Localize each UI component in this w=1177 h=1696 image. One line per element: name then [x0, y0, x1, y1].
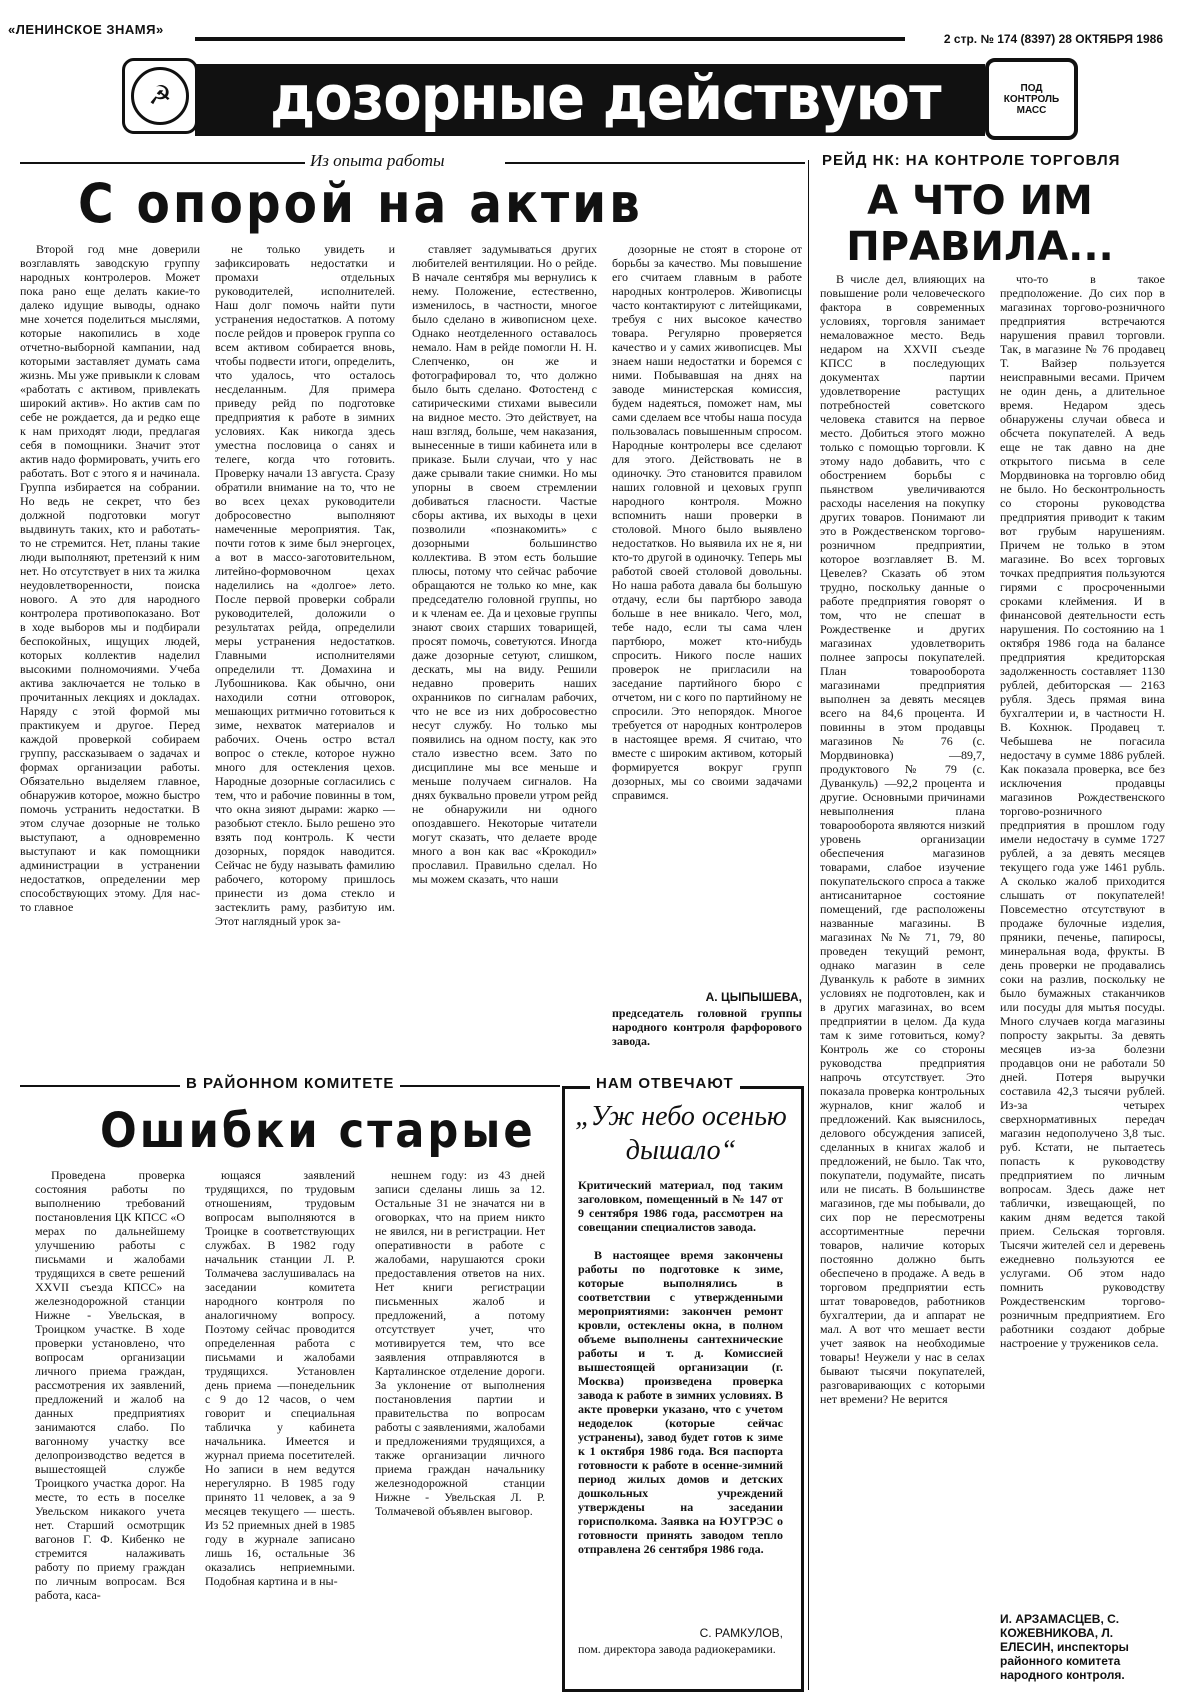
reply-signature: С. РАМКУЛОВ,	[699, 1626, 783, 1640]
article2-text-1: Проведена проверка состояния работы по выполнению требований постановления ЦК КПСС «О мерах по дальнейшему улучшению работы с письмами и жалобами трудящихся в свете решений XXVII съезда КПСС» на железнодорожной станции Нижне - Увельская, в Троицком участке. В ходе проверки установлено, что вопросам организации личного приема граждан, рассмотрения их заявлений, предложений и жалоб на данных предприятиях занимаются слабо. По вагонному участку все делопроизводство ведется в вышестоящей службе Троицкого участка дорог. На месте, то есть в поселке Увельском никакого учета нет. Старший осмотрщик вагонов Г. Ф. Кибенко не стремится налаживать работу по приему граждан по личным вопросам. Вся работа, каса-	[35, 1168, 185, 1602]
raid-text-2: что-то в такое предположение. До сих пор в магазинах торгово-розничного предприятия встречаются нарушения правил торговли. Так, в магазине № 76 продавец Т. Вайзер пользуется неисправными весами. Причем не один день, а длительное время. Недаром здесь обнаружены случаи обвеса и обсчета покупателей. А ведь еще не так давно на дне открытого письма в селе Мордвиновка на торговлю обид не было. Но бесконтрольность со стороны руководства предприятия приводит к таким вот грубым нарушениям. Причем не только в этом магазине. Во всех торговых точках предприятия пользуются гирями с просроченными сроками клеймения. И в финансовой деятельности есть нарушения. По состоянию на 1 октября 1986 года на балансе предприятия кредиторская задолженность составляет 1130 рублей, дебиторская — 2163 рубля. Здесь прямая вина бухгалтерии и, в частности Н. В. Кохнюк. Продавец т. Чебышева не погасила недостачу в сумме 1886 рублей. Как показала проверка, все без исключения продавцы магазинов Рождественского торгово-розничного предприятия в прошлом году имели недостачу в сумме 1727 рублей, а за девять месяцев текущего года уже 1461 рубль. А сколько жалоб приходится слышать от покупателей! Повсеместно отсутствуют в продаже булочные изделия, пряники, печенье, папиросы, минеральная вода, фрукты. В день проверки не продавались соки на разлив, поскольку не было бумажных стаканчиков или посуды для мытья посуды. Много случаев когда магазины попросту закрыты. За девять месяцев из-за болезни продавцов они не работали 50 дней. Потеря выручки составила 42,3 тысячи рублей. Из-за четырех сверхнормативных передач магазин недополучено 3,8 тыс. руб. Кстати, не пытаетесь попасть к руководству предприятием по личным вопросам. Здесь даже нет таблички, извещающей, по каким дням ведется такой прием. Сельская торговля. Тысячи жителей сел и деревень ежедневно пользуются ее услугами. Об этом надо помнить руководству Рождественским торгово-розничным предприятием. Его работники создают добрые настроение у тружеников села.	[1000, 272, 1165, 1350]
article1-column-2	[215, 242, 395, 1067]
raid-title: А ЧТО ИМ ПРАВИЛА...	[846, 178, 1114, 270]
reply-body	[578, 1248, 783, 1618]
emblem	[122, 58, 198, 134]
raid-column-1	[820, 272, 985, 1687]
control-badge-label: ПОД КОНТРОЛЬ МАСС	[1003, 82, 1060, 116]
article2-title: Ошибки старые	[100, 1103, 536, 1159]
reply-title: „Уж небо осенью дышало“	[575, 1101, 787, 1166]
reply-label: НАМ ОТВЕЧАЮТ	[590, 1075, 740, 1092]
article1-signature: А. ЦЫПЫШЕВА,	[705, 990, 802, 1004]
control-badge	[985, 58, 1078, 140]
article1-title: С опорой на актив	[78, 172, 643, 235]
article1-kicker: Из опыта работы	[310, 151, 445, 170]
raid-signature: И. АРЗАМАСЦЕВ, С. КОЖЕВНИКОВА, Л. ЕЛЕСИН, инспекторы районного комитета народного контроля.	[1000, 1612, 1129, 1682]
reply-signature-role: пом. директора завода радиокерамики.	[578, 1642, 776, 1656]
article1-column-3	[412, 242, 597, 1067]
article2-text-2: ющаяся заявлений трудящихся, по трудовым отношениям, трудовым вопросам выполняются в Троицке в соответствующих службах. В 1982 году начальник станции Л. Р. Толмачева заслушивалась на заседании комитета народного контроля по аналогичному вопросу. Поэтому сейчас проводится определенная работа с письмами и жалобами трудящихся. Установлен день приема —понедельник с 9 до 12 часов, о чем говорит и специальная табличка у кабинета начальника. Имеется и журнал приема посетителей. Но записи в нем ведутся нерегулярно. В 1985 году принято 11 человек, а за 9 месяцев текущего — шесть. Из 52 приемных дней в 1985 году в журнале записано лишь 16, остальные 36 оказались неприемными. Подобная картина и в ны-	[205, 1168, 355, 1588]
rubric-title: дозорные действуют	[270, 62, 941, 135]
article2-column-2	[205, 1168, 355, 1683]
masthead-rule	[195, 37, 905, 41]
hammer-sickle-icon: ☭	[131, 67, 189, 125]
article1-text-1: Второй год мне доверили возглавлять заводскую группу народных контролеров. Может пока рано еще делать какие-то далеко идущие выводы, однако мне хочется поделиться мыслями, которые накопились в ходе отчетно-выборной кампании, над которыми заставляет думать сама жизнь. Мы уже привыкли к словам «работать с активом, привлекать широкий актив». Но актив сам по себе не рождается, да и редко еще к нам приходят люди, предлагая себя в помощники. Значит этот актив надо формировать, учить его работать. Вот с этого я и начинала. Группа избирается на собрании. Но ведь не секрет, что без должной подготовки могут выдвинуть таких, кто и работать-то не стремится. Нет, планы такие люди выполняют, претензий к ним нет. Но отсутствует в них та жилка неудовлетворенности, поиска нового. А это для народного контролера противопоказано. Вот в ходе выборов мы и подбирали беспокойных, ищущих людей, которых коллектив наделил высокими полномочиями. Учеба актива заключается не только в прочитанных лекциях и докладах. Наряду с этой формой мы практикуем и другое. Перед каждой проверкой собираем группу, рассказываем о задачах и формах организации работы. Обязательно выделяем главное, обнаружив которое, можно быстро помочь устранить недостатки. В этом случае дозорные не только выступают, а одновременно выступают и как помощники администрации в устранении недостатков, определении мер способствующих этому. Для нас-то главное	[20, 242, 200, 914]
article2-column-3	[375, 1168, 545, 1683]
section-divider	[808, 160, 809, 1690]
article2-kicker: В РАЙОННОМ КОМИТЕТЕ	[180, 1075, 400, 1092]
article2-column-1	[35, 1168, 185, 1683]
raid-column-2	[1000, 272, 1165, 1607]
article1-signature-role: председатель головной группы народного контроля фарфорового завода.	[612, 1006, 802, 1048]
raid-label: РЕЙД НК: НА КОНТРОЛЕ ТОРГОВЛЯ	[822, 152, 1121, 169]
raid-text-1: В числе дел, влияющих на повышение роли человеческого фактора в современных условиях, торговля занимает немаловажное место. Ведь недаром на XXVII съезде КПСС в последующих документах партии удовлетворение растущих потребностей советского человека ставится на первое место. Добиться этого можно только с помощью торговли. К этому надо добавить, что с обострением борьбы с пьянством увеличиваются расходы населения на покупку других товаров. Понимают ли это в Рождественском торгово-розничном предприятии, которое возглавляет В. М. Цевелев? Сказать об этом трудно, поскольку данные о работе предприятия говорят о том, что не спешат в Рождественке и других магазинах удовлетворить полнее запросы покупателей. План товарооборота магазинами предприятия выполнен за девять месяцев всего на 84,6 процента. И повинны в этом продавцы магазинов № 76 (с. Мордвиновка) —89,7, продуктового № 79 (с. Дуванкуль) —92,2 процента и другие. Основными причинами невыполнения плана товарооборота являются низкий уровень организации обеспечения магазинов товарами, слабое изучение покупательского спроса а также антисанитарное состояние помещений, где расположены названные магазины. В магазинах №№ 71, 79, 80 проведен текущий ремонт, однако магазин в селе Дуванкуль к работе в зимних условиях не подготовлен, как и в других магазинах, во всем предприятии в целом. Да куда там к зиме готовиться, кому? Контроль же со стороны руководства предприятия напрочь отсутствует. Это показала проверка контрольных журналов, книг жалоб и предложений. Как выяснилось, делового обсуждения записей, сделанных в книгах жалоб и предложений, не было. Так что, покупатели, подумайте, писать или не писать. В большинстве магазинов, где мы побывали, до сих пор не пересмотрены ассортиментные перечни товаров, наличие которых постоянно должно быть обеспечено в продаже. А ведь в торговом предприятии есть штат товароведов, работников бухгалтерии, да и аппарат не мал. А вот что мешает вести учет заявок на необходимые товары! Неужели у нас в селах бывают тысячи покупателей, разговаривающих с которыми нет времени? Не верится	[820, 272, 985, 1406]
issue-info: 2 стр. № 174 (8397) 28 ОКТЯБРЯ 1986	[943, 32, 1163, 46]
kicker-rule-left	[20, 162, 305, 164]
reply-body-text: В настоящее время закончены работы по подготовке к зиме, которые выполнялись в соответствии с утвержденными мероприятиями: закончен ремонт кровли, остеклены окна, в полном объеме выполнены сантехнические работы и т. д. Комиссией вышестоящей организации (г. Москва) произведена проверка завода к работе в зимних условиях. В акте проверки указано, что с учетом недоделок (которые сейчас устранены), завод будет готов к зиме к 1 октября 1986 года. Вся паспорта готовности к работе в осенне-зимний период жилых домов и детских дошкольных учреждений утверждены на заседании горисполкома. Заявка на ЮУГРЭС о готовности принять заводом тепло отправлена 26 сентября 1986 года.	[578, 1248, 783, 1556]
article2-text-3: нешнем году: из 43 дней записи сделаны лишь за 12. Остальные 31 не значатся ни в оговорках, что на прием никто не явился, ни в регистрации. Нет оперативности в работе с жалобами, нарушаются сроки предоставления ответов на них. Нет книги регистрации письменных жалоб и предложений, а потому отсутствует учет, что мотивируется тем, что все заявления отправляются в Карталинское отделение дороги. За уклонение от выполнения постановления партии и правительства по вопросам работы с заявлениями, жалобами и предложениями трудящихся, а также организации личного приема граждан начальнику железнодорожной станции Нижне - Увельская Л. Р. Толмачевой объявлен выговор.	[375, 1168, 545, 1518]
article1-column-4	[612, 242, 802, 987]
article1-text-3: ставляет задумываться других любителей вентиляции. Но о рейде. В начале сентября мы вернулись к нему. Положение, естественно, изменилось, в частности, многое было сделано в живописном цехе. Однако неотделенного оставалось немало. Нам в рейде помогли Н. Н. Слепченко, он же и фотографировал то, что должно было быть сделано. Фотостенд с сатирическими стихами вывесили на видное место. Это действует, на наш взгляд, больше, чем наказания, вынесенные в тиши кабинета или в приказе. Были случаи, что у нас даже срывали такие снимки. Но мы упорны в своем стремлении добиваться гласности. Частые сборы актива, их выходы в цехи позволили «познакомить» с дозорными большинство коллектива. В этом есть большие плюсы, потому что сейчас рабочие обращаются не только ко мне, как председателю головной группы, но и к членам ее. Да и цеховые группы знают своих старших товарищей, просят помочь, советуются. Иногда даже дозорные сетуют, слишком, дескать, мы на виду. Решили недавно проверить наших охранников по сигналам рабочих, что не все из них добросовестно несут службу. Но только мы появились на одном посту, как это стало известно всем. Зато по дисциплине мы все меньше и меньше получаем сигналов. На днях буквально провели утром рейд не обнаружили ни одного опоздавшего. Некоторые читатели могут сказать, что делаете вроде много а вон как вас «Крокодил» прославил. Правильно сделал. Но мы можем сказать, что наши	[412, 242, 597, 886]
newspaper-name: «ЛЕНИНСКОЕ ЗНАМЯ»	[8, 22, 164, 37]
reply-intro: Критический материал, под таким заголовком, помещенный в № 147 от 9 сентября 1986 года, рассмотрен на совещании специалистов завода.	[578, 1178, 783, 1234]
article1-text-4: дозорные не стоят в стороне от борьбы за качество. Мы повышение его считаем главным в работе народных контролеров. Живописцы часто контактируют с литейщиками, требуя с них высокое качество товара. Регулярно проверяется качество и у самих живописцев. Мы знаем наши недостатки и боремся с ними. Побывавшая на днях на заводе министерская комиссия, будем надеяться, поможет нам, мы сами сделаем все чтобы наша посуда пользовалась повышенным спросом. Народные контролеры все сделают для этого. Действовать не в одиночку. Это становится правилом наших головной и цеховых групп народного контроля. Можно вспомнить наши проверки в столовой. Много было выявлено недостатков. Но выявила их не я, ни кто-то другой в одиночку. Теперь мы работой своей столовой довольны. Но наша работа давала бы большую отдачу, если бы партбюро завода больше в нее вникало. Чего, мол, тебе надо, если ты сама член партбюро, может кто-нибудь спросить. Никого после наших проверок не пригласили на заседание партийного бюро с отчетом, ни с кого по партийному не спросили. Это непорядок. Многое требуется от народных контролеров в настоящее время. Я считаю, что вместе с широким активом, который формируется вокруг групп дозорных, мы со своими задачами справимся.	[612, 242, 802, 802]
kicker-rule-right	[505, 162, 805, 164]
article1-text-2: не только увидеть и зафиксировать недостатки и промахи отдельных руководителей, исполнителей. Наш долг помочь найти пути устранения недостатков. А потому после рейдов и проверок группа со всем активом собирается вновь, чтобы подвести итоги, определить, что удалось, что осталось несделанным. Для примера приведу рейд по подготовке предприятия к работе в зимних условиях. Как никогда здесь уместна пословица о санях и телеге, когда что готовить. Проверку начали 13 августа. Сразу обратили внимание на то, что не во всех цехах руководители добросовестно выполняют намеченные мероприятия. Так, почти готов к зиме был энергоцех, а вот в массо-заготовительном, литейно-формовочном цехах наделились на «долгое» лето. После первой проверки собрали руководителей, доложили о результатах рейда, определили меры устранения недостатков. Главными исполнителями определили тт. Домахина и Лубошникова. Как обычно, они находили сотни отговорок, мешающих ритмично готовиться к зиме, нехваток материалов и рабочих. Очень остро встал вопрос о стекле, которое нужно много для остекления цехов. Народные дозорные согласились с тем, что и рабочие повинны в том, что окна зияют дырами: жарко — разобьют стекло. Было решено это взять под контроль. К чести дозорных, порядок наводится. Сейчас не буду называть фамилию рабочего, которому пришлось принести из дома стекло и застеклить раму, разбитую им. Этот наглядный урок за-	[215, 242, 395, 928]
article1-column-1	[20, 242, 200, 1067]
